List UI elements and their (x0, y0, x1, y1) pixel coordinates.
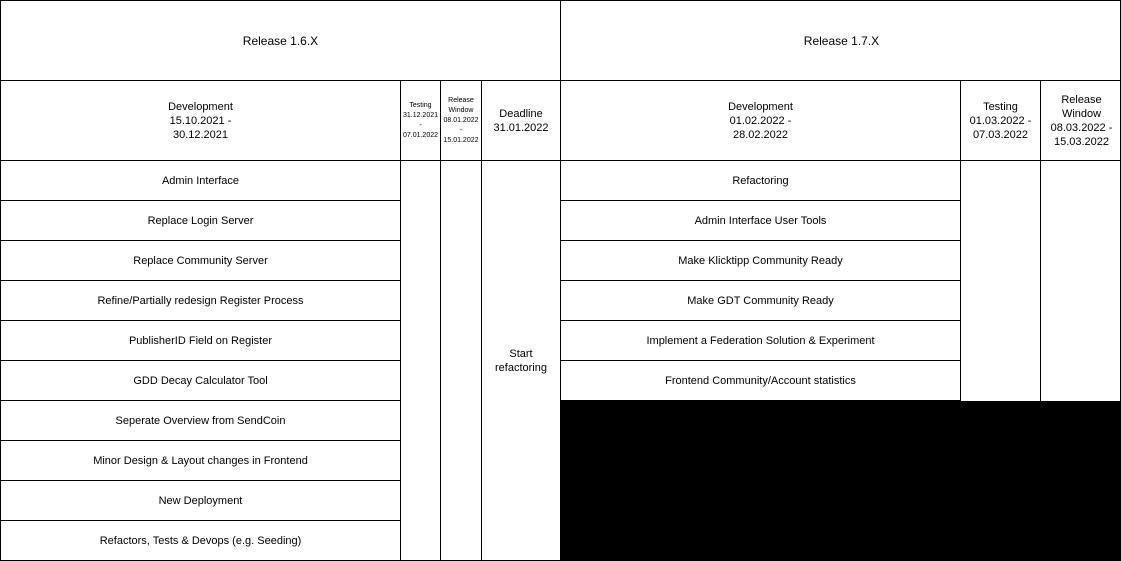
deadline-note: Start refactoring (482, 161, 561, 560)
right-release-window-header: Release Window 08.03.2022 - 15.03.2022 (1041, 81, 1121, 161)
left-task-row: Admin Interface (1, 161, 401, 201)
left-task-row: GDD Decay Calculator Tool (1, 361, 401, 401)
left-task-row: Refactors, Tests & Devops (e.g. Seeding) (1, 521, 401, 560)
left-task-row: PublisherID Field on Register (1, 321, 401, 361)
left-release-window-header: Release Window 08.01.2022 - 15.01.2022 (441, 81, 482, 161)
release-1-6-title: Release 1.6.X (1, 1, 561, 81)
right-task-row: Frontend Community/Account statistics (561, 361, 961, 401)
left-testing-header: Testing 31.12.2021 - 07.01.2022 (401, 81, 441, 161)
right-task-row: Make Klicktipp Community Ready (561, 241, 961, 281)
left-development-header: Development 15.10.2021 - 30.12.2021 (1, 81, 401, 161)
deadline-header: Deadline 31.01.2022 (482, 81, 561, 161)
right-task-row: Admin Interface User Tools (561, 201, 961, 241)
left-release-window-body (441, 161, 482, 560)
left-task-row: Replace Community Server (1, 241, 401, 281)
left-task-row: Seperate Overview from SendCoin (1, 401, 401, 441)
right-task-row: Refactoring (561, 161, 961, 201)
right-release-window-body (1041, 161, 1121, 401)
left-testing-body (401, 161, 441, 560)
redacted-block (561, 401, 1121, 561)
right-development-header: Development 01.02.2022 - 28.02.2022 (561, 81, 961, 161)
right-testing-body (961, 161, 1041, 401)
right-task-row: Implement a Federation Solution & Experiment (561, 321, 961, 361)
right-task-row: Make GDT Community Ready (561, 281, 961, 321)
left-task-row: New Deployment (1, 481, 401, 521)
right-testing-header: Testing 01.03.2022 - 07.03.2022 (961, 81, 1041, 161)
left-task-row: Refine/Partially redesign Register Process (1, 281, 401, 321)
left-task-row: Replace Login Server (1, 201, 401, 241)
release-1-7-title: Release 1.7.X (561, 1, 1121, 81)
left-task-row: Minor Design & Layout changes in Frontend (1, 441, 401, 481)
